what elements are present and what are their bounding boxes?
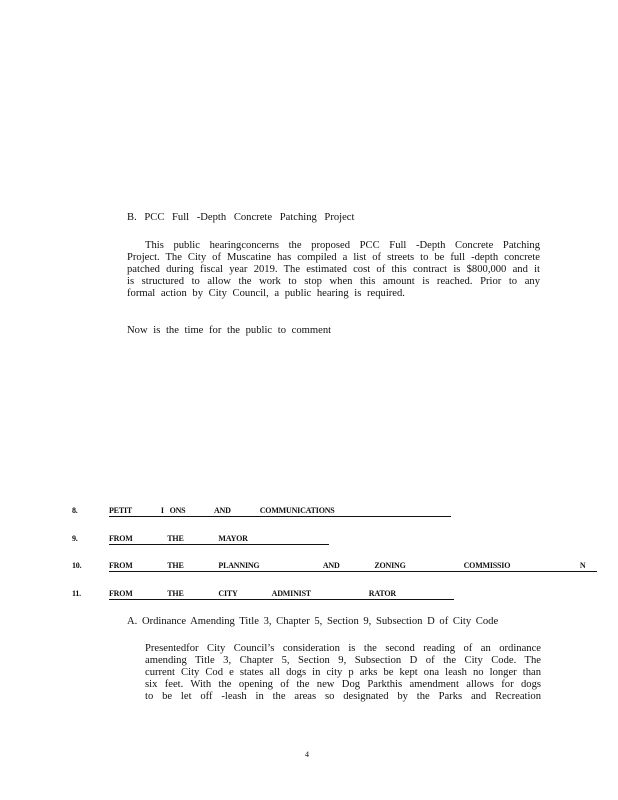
paragraph-line: Project. The City of Muscatine has compiled a list of streets to be full -depth concrete (127, 252, 540, 263)
paragraph-line: amending Title 3, Chapter 5, Section 9, Subsection D of the City Code. The (145, 655, 541, 666)
agenda-item-number: 10. (72, 561, 82, 570)
agenda-item-label: FROM THE PLANNING AND ZONING COMMISSIO N (109, 561, 598, 570)
paragraph-line: Presentedfor City Council’s consideration is the second reading of an ordinance (145, 643, 541, 654)
public-comment-line: Now is the time for the public to comment (127, 325, 332, 336)
paragraph-line: patched during fiscal year 2019. The estimated cost of this contract is $800,000 and it (127, 264, 540, 275)
agenda-item-label: FROM THE MAYOR (109, 534, 329, 543)
section-b-heading: B. PCC Full -Depth Concrete Patching Project (127, 212, 355, 223)
paragraph-line: six feet. With the opening of the new Dog Parkthis amendment allows for dogs (145, 679, 541, 690)
paragraph-line: current City Cod e states all dogs in city p arks be kept ona leash no longer than (145, 667, 541, 678)
agenda-item-label: FROM THE CITY ADMINIST RATOR (109, 589, 454, 598)
page-number: 4 (305, 750, 309, 759)
agenda-item-number: 8. (72, 506, 78, 515)
agenda-item-label: PETIT I ONS AND COMMUNICATIONS (109, 506, 451, 515)
paragraph-line: is structured to allow the work to stop when this amount is reached. Prior to any (127, 276, 540, 287)
agenda-item-number: 11. (72, 589, 81, 598)
section-a-paragraph (145, 643, 541, 703)
paragraph-line: to be let off -leash in the areas so designated by the Parks and Recreation (145, 691, 541, 702)
section-a-heading: A. Ordinance Amending Title 3, Chapter 5, Section 9, Subsection D of City Code (127, 616, 499, 627)
paragraph-line: formal action by City Council, a public hearing is required. (127, 288, 405, 299)
paragraph-line: This public hearingconcerns the proposed PCC Full -Depth Concrete Patching (145, 240, 540, 251)
section-b-paragraph (127, 240, 540, 300)
agenda-item-number: 9. (72, 534, 78, 543)
